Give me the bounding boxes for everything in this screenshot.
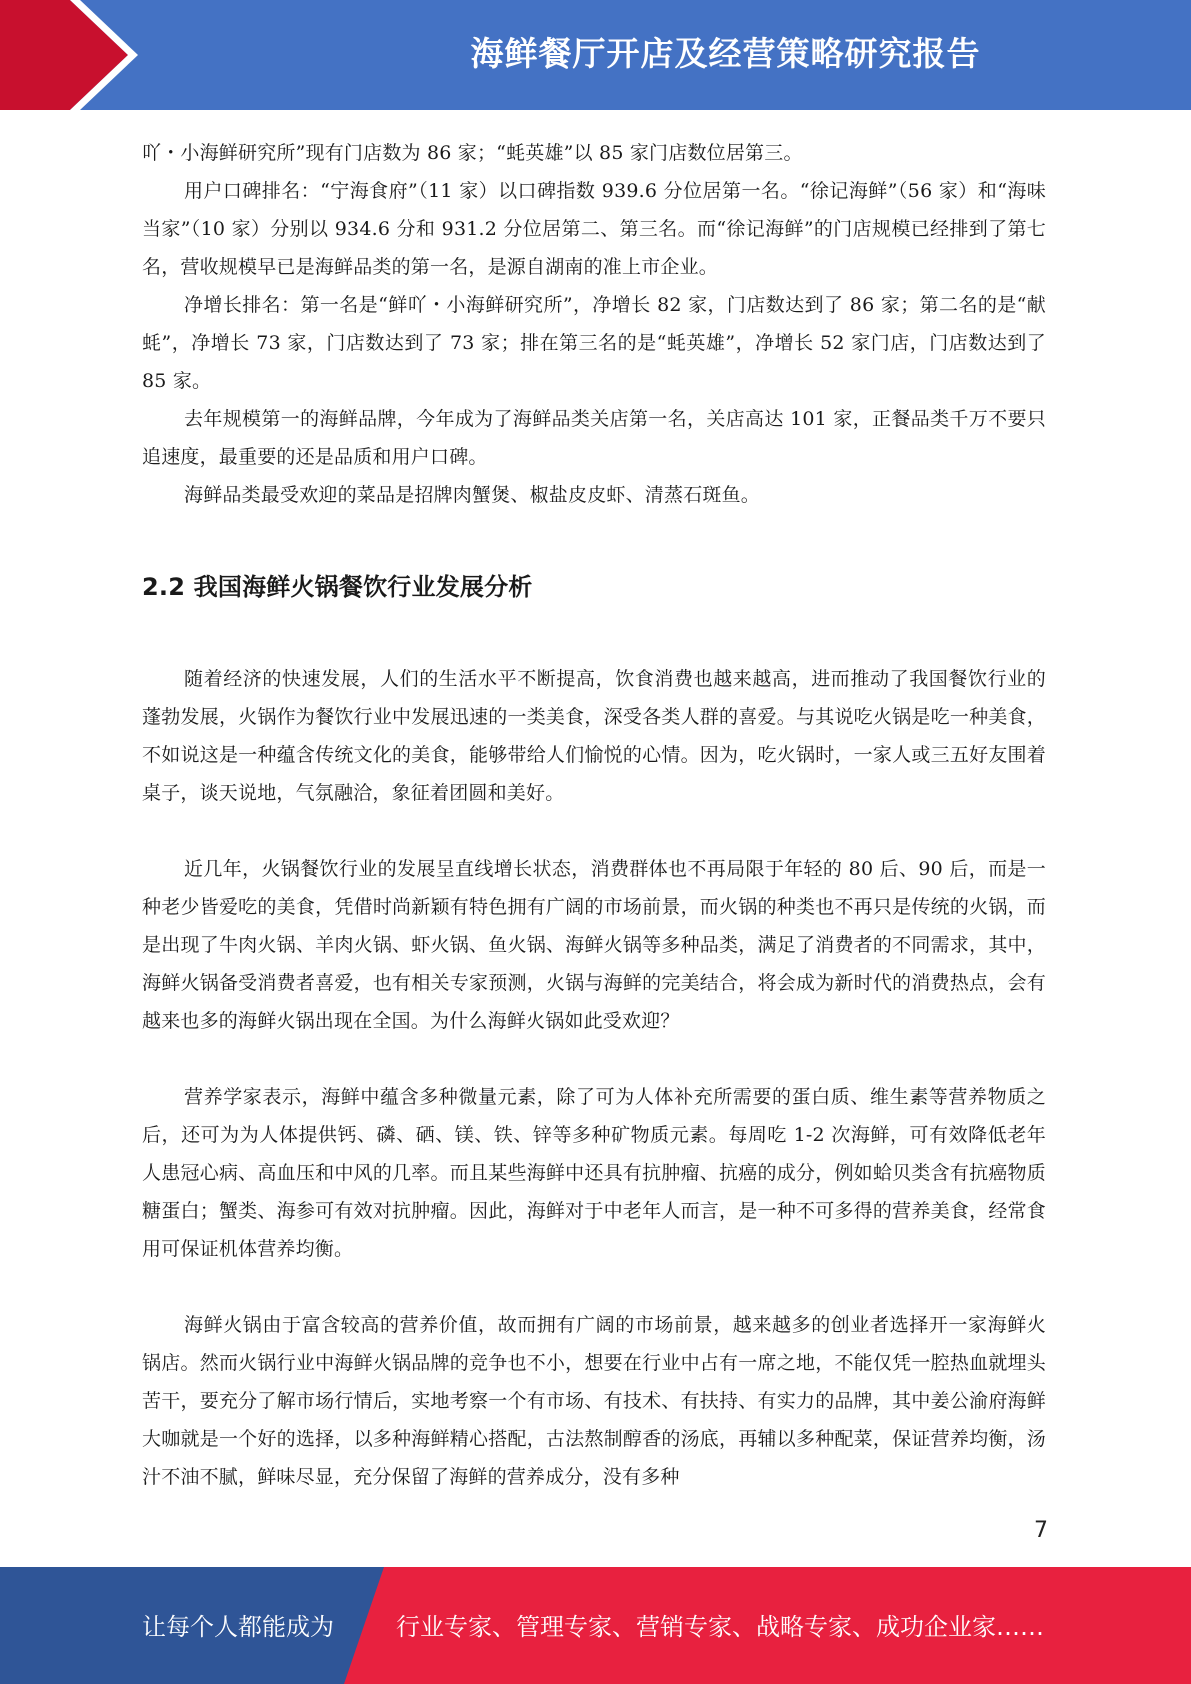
header-chevron-graphic: [0, 0, 160, 110]
footer-slogan-left: 让每个人都能成为: [142, 1613, 334, 1641]
page-footer: [0, 1567, 1191, 1684]
section-heading: 2.2 我国海鲜火锅餐饮行业发展分析: [142, 573, 533, 601]
document-body: [142, 134, 1046, 1496]
paragraph: 用户口碑排名：“宁海食府”（11 家）以口碑指数 939.6 分位居第一名。“徐记海鲜”（56 家）和“海味当家”（10 家）分别以 934.6 分和 931.2 分位居第二、第三名。而“徐记海鲜”的门店规模已经排到了第七名，营收规模早已是海鲜品类的第一名，是源自湖南的准上市企业。: [142, 180, 1046, 278]
paragraph: 去年规模第一的海鲜品牌，今年成为了海鲜品类关店第一名，关店高达 101 家，正餐品类千万不要只追速度，最重要的还是品质和用户口碑。: [142, 408, 1046, 468]
paragraph: 营养学家表示，海鲜中蕴含多种微量元素，除了可为人体补充所需要的蛋白质、维生素等营养物质之后，还可为为人体提供钙、磷、硒、镁、铁、锌等多种矿物质元素。每周吃 1-2 次海鲜，可有效降低老年人患冠心病、高血压和中风的几率。而且某些海鲜中还具有抗肿瘤、抗癌的成分，例如蛤贝类含有抗癌物质糖蛋白；蟹类、海参可有效对抗肿瘤。因此，海鲜对于中老年人而言，是一种不可多得的营养美食，经常食用可保证机体营养均衡。: [142, 1086, 1046, 1260]
page-header: [0, 0, 1191, 110]
page-number: 7: [1034, 1518, 1048, 1543]
paragraph: 近几年，火锅餐饮行业的发展呈直线增长状态，消费群体也不再局限于年轻的 80 后、90 后，而是一种老少皆爱吃的美食，凭借时尚新颖有特色拥有广阔的市场前景，而火锅的种类也不再只是传统的火锅，而是出现了牛肉火锅、羊肉火锅、虾火锅、鱼火锅、海鲜火锅等多种品类，满足了消费者的不同需求，其中，海鲜火锅备受消费者喜爱，也有相关专家预测，火锅与海鲜的完美结合，将会成为新时代的消费热点，会有越来也多的海鲜火锅出现在全国。为什么海鲜火锅如此受欢迎？: [142, 858, 1046, 1032]
header-title: 海鲜餐厅开店及经营策略研究报告: [470, 34, 981, 73]
paragraph: 净增长排名：第一名是“鲜吖・小海鲜研究所”，净增长 82 家，门店数达到了 86 家；第二名的是“献蚝”，净增长 73 家，门店数达到了 73 家；排在第三名的是“蚝英雄”，净增长 52 家门店，门店数达到了 85 家。: [142, 294, 1046, 392]
paragraph: 吖・小海鲜研究所”现有门店数为 86 家；“蚝英雄”以 85 家门店数位居第三。: [142, 142, 803, 164]
paragraph: 海鲜火锅由于富含较高的营养价值，故而拥有广阔的市场前景，越来越多的创业者选择开一家海鲜火锅店。然而火锅行业中海鲜火锅品牌的竞争也不小，想要在行业中占有一席之地，不能仅凭一腔热血就埋头苦干，要充分了解市场行情后，实地考察一个有市场、有技术、有扶持、有实力的品牌，其中姜公渝府海鲜大咖就是一个好的选择，以多种海鲜精心搭配，古法熬制醇香的汤底，再辅以多种配菜，保证营养均衡，汤汁不油不腻，鲜味尽显，充分保留了海鲜的营养成分，没有多种: [142, 1314, 1046, 1488]
paragraph: 随着经济的快速发展，人们的生活水平不断提高，饮食消费也越来越高，进而推动了我国餐饮行业的蓬勃发展，火锅作为餐饮行业中发展迅速的一类美食，深受各类人群的喜爱。与其说吃火锅是吃一种美食，不如说这是一种蕴含传统文化的美食，能够带给人们愉悦的心情。因为，吃火锅时，一家人或三五好友围着桌子，谈天说地，气氛融洽，象征着团圆和美好。: [142, 668, 1046, 804]
paragraph: 海鲜品类最受欢迎的菜品是招牌肉蟹煲、椒盐皮皮虾、清蒸石斑鱼。: [184, 484, 761, 506]
footer-slogan-right: 行业专家、管理专家、营销专家、战略专家、成功企业家……: [396, 1613, 1044, 1641]
